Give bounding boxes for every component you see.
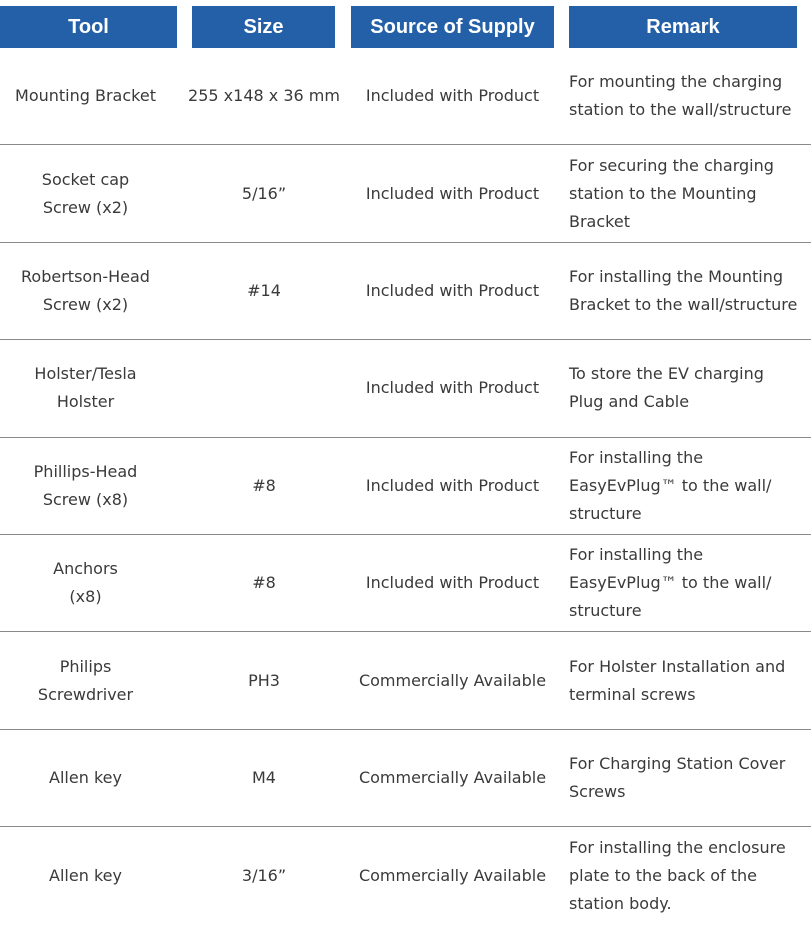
tool-cell: Phillips-Head Screw (x8): [33, 461, 138, 509]
tool-cell: Anchors (x8): [53, 559, 118, 607]
remark-cell: For installing the enclosure plate to the back of the station body.: [569, 837, 786, 913]
remark-cell: For installing the Mounting Bracket to the wall/structure: [569, 266, 798, 314]
header-source: Source of Supply: [351, 6, 554, 48]
tool-cell: Allen key: [49, 865, 122, 885]
size-cell: 5/16”: [241, 183, 287, 203]
tool-cell: Holster/Tesla Holster: [34, 364, 137, 412]
remark-cell: For installing the EasyEvPlug™ to the wall/ structure: [569, 447, 772, 523]
source-cell: Included with Product: [365, 183, 540, 203]
size-cell: M4: [252, 767, 276, 787]
tool-cell: Philips Screwdriver: [37, 656, 134, 704]
size-cell: PH3: [248, 670, 280, 690]
size-cell: 255 x148 x 36 mm: [188, 86, 340, 106]
table-row: [0, 243, 811, 340]
source-cell: Included with Product: [365, 86, 540, 106]
table-row: [0, 730, 811, 827]
size-cell: #8: [252, 573, 276, 593]
remark-cell: For securing the charging station to the Mounting Bracket: [569, 155, 774, 231]
remark-cell: For Holster Installation and terminal screws: [569, 656, 786, 704]
size-cell: 3/16”: [241, 865, 287, 885]
table-row: [0, 48, 811, 145]
table-row: [0, 438, 811, 535]
source-cell: Included with Product: [365, 280, 540, 300]
source-cell: Commercially Available: [358, 670, 547, 690]
remark-cell: For Charging Station Cover Screws: [569, 753, 786, 801]
source-cell: Included with Product: [365, 573, 540, 593]
size-cell: [184, 340, 344, 436]
tool-cell: Mounting Bracket: [15, 86, 156, 106]
size-cell: #14: [247, 280, 281, 300]
table-header: [0, 0, 811, 48]
table-row: [0, 827, 811, 924]
tool-cell: Socket cap Screw (x2): [41, 169, 130, 217]
table-row: [0, 535, 811, 632]
header-remark: Remark: [569, 6, 797, 48]
header-tool: Tool: [0, 6, 177, 48]
remark-cell: For installing the EasyEvPlug™ to the wall/ structure: [569, 545, 772, 621]
remark-cell: For mounting the charging station to the wall/structure: [569, 72, 792, 120]
source-cell: Included with Product: [365, 378, 540, 398]
source-cell: Included with Product: [365, 475, 540, 495]
size-cell: #8: [252, 475, 276, 495]
header-size: Size: [192, 6, 335, 48]
table-row: [0, 340, 811, 437]
table-row: [0, 632, 811, 729]
tool-cell: Robertson-Head Screw (x2): [21, 266, 150, 314]
table-body: [0, 48, 811, 925]
source-cell: Commercially Available: [358, 865, 547, 885]
tool-cell: Allen key: [49, 767, 122, 787]
source-cell: Commercially Available: [358, 767, 547, 787]
remark-cell: To store the EV charging Plug and Cable: [569, 364, 764, 412]
table-row: [0, 145, 811, 242]
